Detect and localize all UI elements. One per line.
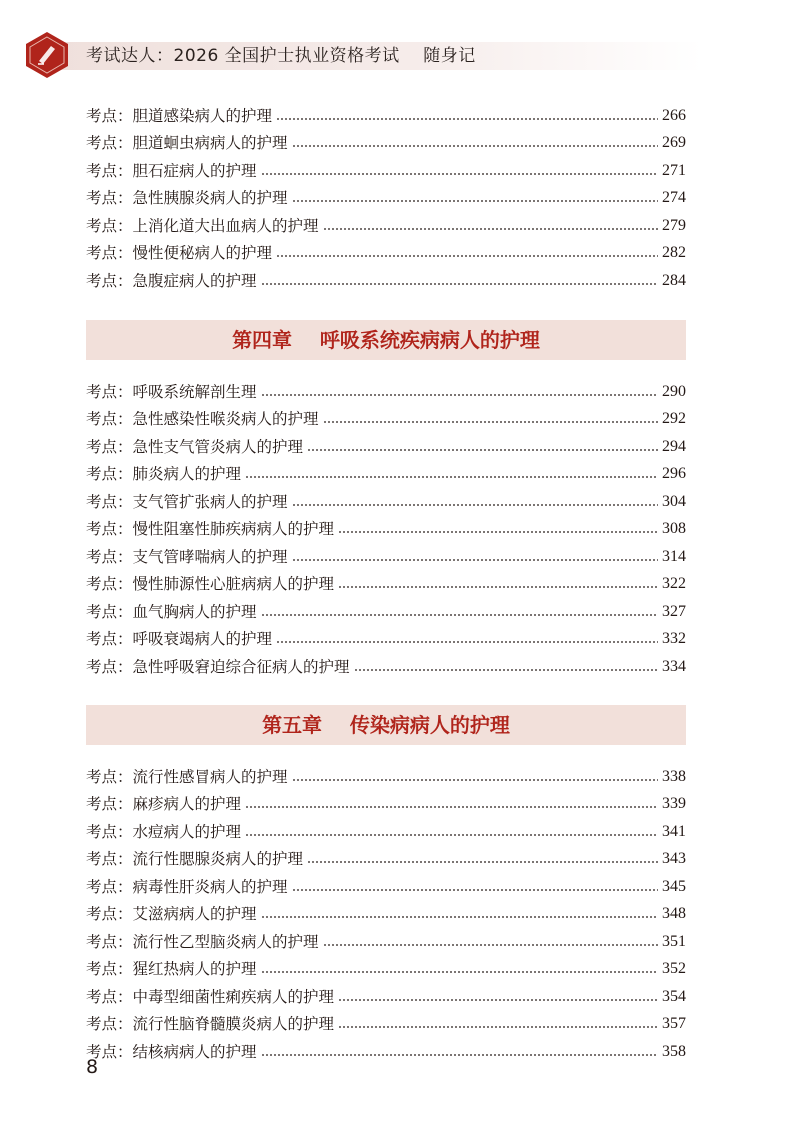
toc-item-page: 338 [662, 767, 686, 785]
chapter-title: 第四章 呼吸系统疾病病人的护理 [232, 328, 540, 352]
toc-item-label: 考点：慢性肺源性心脏病病人的护理 [86, 575, 335, 594]
toc-item[interactable] [86, 212, 686, 240]
dot-leader [307, 449, 658, 451]
toc-item-label: 考点：上消化道大出血病人的护理 [86, 216, 319, 235]
toc-item[interactable] [86, 901, 686, 929]
toc-section-chapter-5 [86, 763, 686, 1066]
toc-item-page: 271 [662, 161, 686, 179]
toc-item[interactable] [86, 846, 686, 874]
toc-item[interactable] [86, 406, 686, 434]
toc-item-label: 考点：流行性乙型脑炎病人的护理 [86, 932, 319, 951]
chapter-heading-bar [86, 320, 686, 360]
toc-item-page: 296 [662, 465, 686, 483]
toc-item[interactable] [86, 763, 686, 791]
toc-item-page: 334 [662, 657, 686, 675]
toc-item-label: 考点：流行性脑脊髓膜炎病人的护理 [86, 1015, 335, 1034]
page-number: 8 [86, 1056, 99, 1078]
toc-item-page: 269 [662, 134, 686, 152]
toc-item-page: 308 [662, 520, 686, 538]
toc-item[interactable] [86, 571, 686, 599]
toc-item[interactable] [86, 818, 686, 846]
toc-item-page: 279 [662, 216, 686, 234]
toc-item-label: 考点：急性呼吸窘迫综合征病人的护理 [86, 657, 350, 676]
toc-item-label: 考点：病毒性肝炎病人的护理 [86, 877, 288, 896]
toc-item-label: 考点：中毒型细菌性痢疾病人的护理 [86, 987, 335, 1006]
toc-item-page: 339 [662, 795, 686, 813]
toc-item-page: 304 [662, 492, 686, 510]
toc-item[interactable] [86, 653, 686, 681]
toc-item[interactable] [86, 1038, 686, 1066]
toc-item-label: 考点：肺炎病人的护理 [86, 465, 242, 484]
toc-item[interactable] [86, 598, 686, 626]
dot-leader [261, 173, 658, 175]
toc-item[interactable] [86, 157, 686, 185]
toc-item[interactable] [86, 488, 686, 516]
toc-item-page: 341 [662, 822, 686, 840]
toc-item-page: 343 [662, 850, 686, 868]
toc-item-label: 考点：艾滋病病人的护理 [86, 905, 257, 924]
toc-item-label: 考点：猩红热病人的护理 [86, 960, 257, 979]
toc-item-page: 294 [662, 437, 686, 455]
toc-item-page: 352 [662, 960, 686, 978]
toc-item[interactable] [86, 543, 686, 571]
dot-leader [261, 971, 658, 973]
toc-item-label: 考点：血气胸病人的护理 [86, 602, 257, 621]
dot-leader [245, 834, 658, 836]
toc-item-page: 348 [662, 905, 686, 923]
toc-item[interactable] [86, 433, 686, 461]
toc-item-label: 考点：慢性阻塞性肺疾病病人的护理 [86, 520, 335, 539]
toc-item[interactable] [86, 516, 686, 544]
toc-item-label: 考点：呼吸系统解剖生理 [86, 382, 257, 401]
toc-item-label: 考点：支气管扩张病人的护理 [86, 492, 288, 511]
dot-leader [261, 394, 658, 396]
logo-badge [22, 30, 72, 80]
dot-leader [261, 614, 658, 616]
header-title: 考试达人：2026 全国护士执业资格考试 随身记 [86, 46, 476, 66]
dot-leader [338, 1026, 658, 1028]
dot-leader [276, 118, 658, 120]
chapter-heading-bar [86, 705, 686, 745]
toc-item[interactable] [86, 267, 686, 295]
toc-item-page: 274 [662, 189, 686, 207]
toc-item-label: 考点：水痘病人的护理 [86, 822, 242, 841]
toc-item[interactable] [86, 791, 686, 819]
dot-leader [338, 531, 658, 533]
toc-item-page: 354 [662, 987, 686, 1005]
toc-item[interactable] [86, 240, 686, 268]
dot-leader [245, 476, 658, 478]
toc-item[interactable] [86, 873, 686, 901]
toc-item-page: 357 [662, 1015, 686, 1033]
toc-item[interactable] [86, 102, 686, 130]
toc-item-label: 考点：急性支气管炎病人的护理 [86, 437, 304, 456]
toc-item-label: 考点：急腹症病人的护理 [86, 271, 257, 290]
toc-item-page: 292 [662, 410, 686, 428]
toc-item-label: 考点：胆道感染病人的护理 [86, 106, 273, 125]
toc-item-label: 考点：结核病病人的护理 [86, 1042, 257, 1061]
toc-item-page: 322 [662, 575, 686, 593]
dot-leader [261, 1054, 658, 1056]
toc-item-label: 考点：胆道蛔虫病病人的护理 [86, 134, 288, 153]
dot-leader [292, 559, 658, 561]
toc-item-label: 考点：支气管哮喘病人的护理 [86, 547, 288, 566]
dot-leader [323, 944, 658, 946]
dot-leader [292, 779, 658, 781]
toc-item-label: 考点：呼吸衰竭病人的护理 [86, 630, 273, 649]
chapter-title: 第五章 传染病病人的护理 [262, 713, 510, 737]
dot-leader [292, 145, 658, 147]
toc-item-page: 314 [662, 547, 686, 565]
toc-item[interactable] [86, 956, 686, 984]
dot-leader [276, 255, 658, 257]
dot-leader [323, 228, 658, 230]
toc-section-chapter-4 [86, 378, 686, 681]
dot-leader [354, 669, 658, 671]
dot-leader [292, 504, 658, 506]
toc-item[interactable] [86, 928, 686, 956]
toc-item[interactable] [86, 185, 686, 213]
toc-item-label: 考点：慢性便秘病人的护理 [86, 244, 273, 263]
toc-item-page: 282 [662, 244, 686, 262]
toc-item-label: 考点：流行性腮腺炎病人的护理 [86, 850, 304, 869]
toc-item[interactable] [86, 1011, 686, 1039]
toc-item-page: 266 [662, 106, 686, 124]
toc-item-page: 358 [662, 1042, 686, 1060]
dot-leader [338, 999, 658, 1001]
toc-item-page: 332 [662, 630, 686, 648]
toc-item-page: 290 [662, 382, 686, 400]
dot-leader [307, 861, 658, 863]
toc-item[interactable] [86, 378, 686, 406]
toc-item-label: 考点：急性感染性喉炎病人的护理 [86, 410, 319, 429]
toc-item-page: 345 [662, 877, 686, 895]
toc-item-label: 考点：胆石症病人的护理 [86, 161, 257, 180]
toc-item[interactable] [86, 130, 686, 158]
toc-section-continued [86, 102, 686, 295]
toc-item[interactable] [86, 983, 686, 1011]
toc-item[interactable] [86, 626, 686, 654]
dot-leader [276, 641, 658, 643]
toc-item-label: 考点：流行性感冒病人的护理 [86, 767, 288, 786]
toc-item[interactable] [86, 461, 686, 489]
toc-item-label: 考点：急性胰腺炎病人的护理 [86, 189, 288, 208]
dot-leader [292, 200, 658, 202]
toc-item-page: 327 [662, 602, 686, 620]
dot-leader [323, 421, 658, 423]
dot-leader [292, 889, 658, 891]
dot-leader [261, 916, 658, 918]
toc-item-page: 351 [662, 932, 686, 950]
page-header [22, 30, 702, 80]
toc-item-page: 284 [662, 271, 686, 289]
dot-leader [245, 806, 658, 808]
dot-leader [261, 283, 658, 285]
toc-item-label: 考点：麻疹病人的护理 [86, 795, 242, 814]
dot-leader [338, 586, 658, 588]
